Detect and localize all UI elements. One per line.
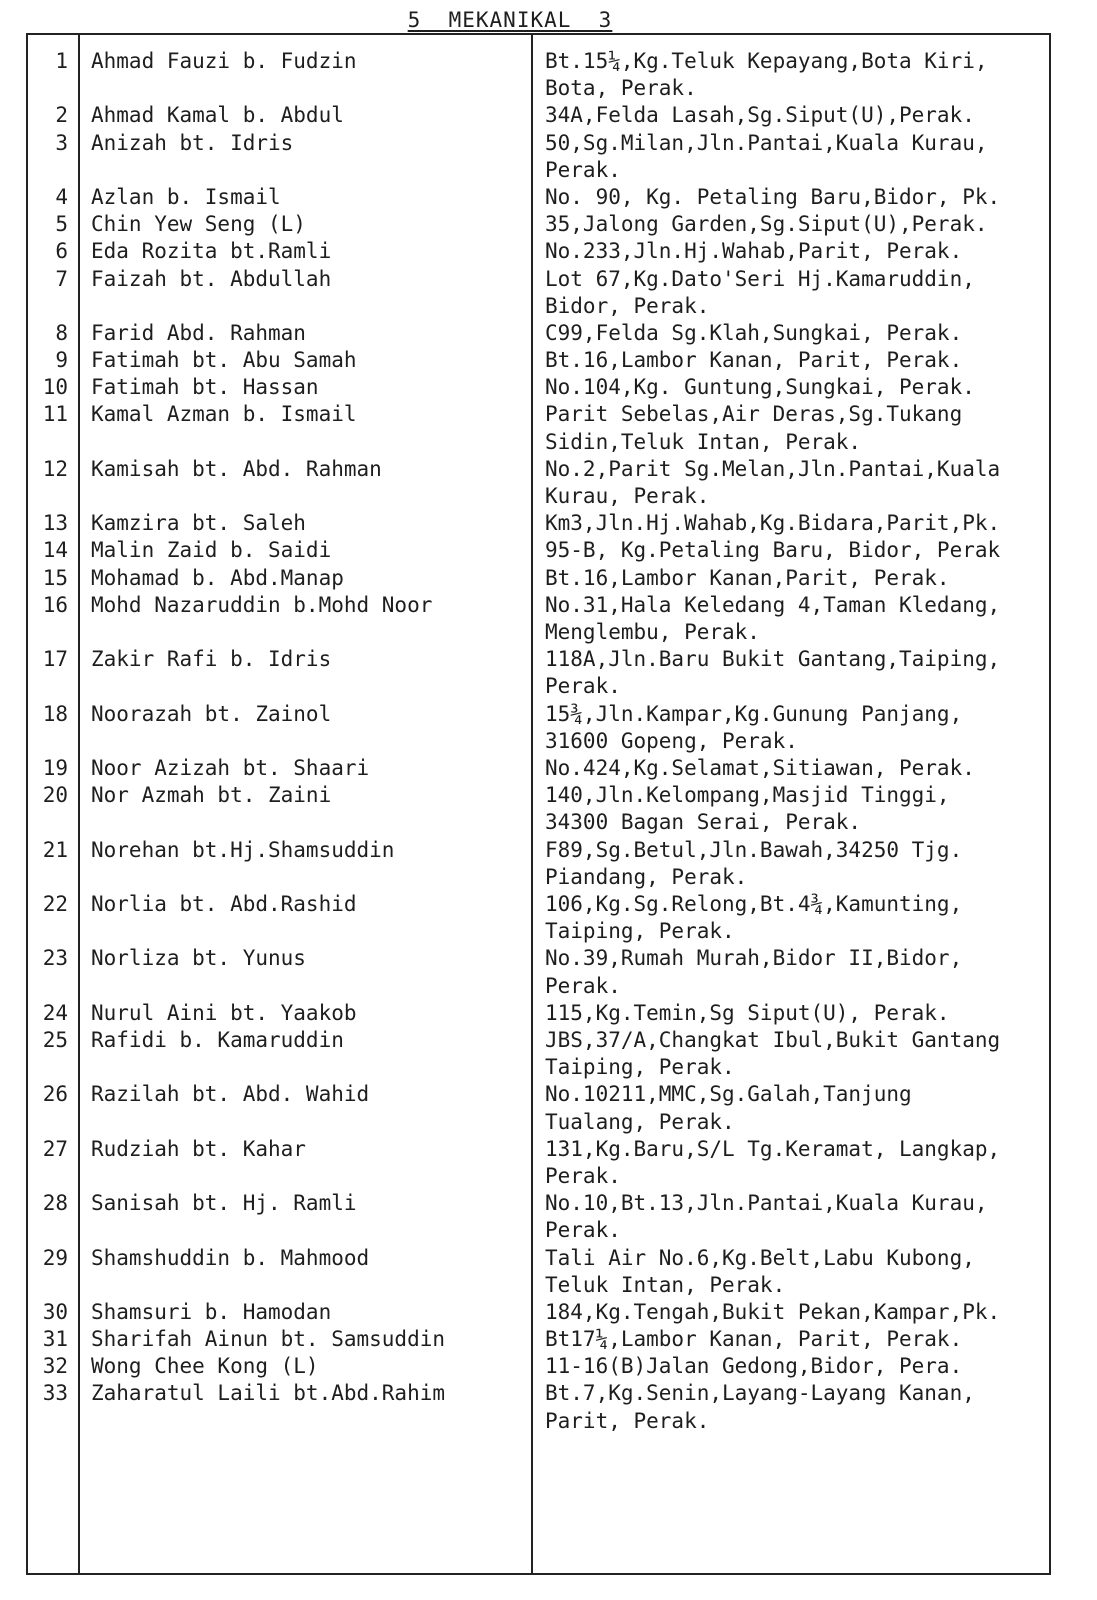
student-name: Nurul Aini bt. Yaakob — [91, 1000, 357, 1025]
row-number: 7 — [55, 266, 68, 291]
student-name: Kamzira bt. Saleh — [91, 511, 306, 536]
student-row — [0, 48, 1097, 102]
student-row — [0, 891, 1097, 945]
student-row — [0, 537, 1097, 564]
student-name: Shamshuddin b. Mahmood — [91, 1245, 370, 1270]
student-address — [545, 374, 1045, 401]
page-title-text: 5 MEKANIKAL 3 — [407, 8, 613, 32]
student-row — [0, 211, 1097, 238]
student-row — [0, 1380, 1097, 1434]
student-row — [0, 1353, 1097, 1380]
address-line: No.233,Jln.Hj.Wahab,Parit, Perak. — [545, 239, 963, 264]
student-name: Nor Azmah bt. Zaini — [91, 783, 332, 808]
student-name: Shamsuri b. Hamodan — [91, 1299, 332, 1324]
student-name: Mohamad b. Abd.Manap — [91, 565, 344, 590]
student-address — [545, 1081, 1045, 1135]
address-line: No.10,Bt.13,Jln.Pantai,Kuala Kurau, — [545, 1191, 988, 1216]
student-row — [0, 755, 1097, 782]
student-address — [545, 184, 1045, 211]
student-address — [545, 1027, 1045, 1081]
row-number: 5 — [55, 212, 68, 237]
student-address — [545, 266, 1045, 320]
row-number: 8 — [55, 320, 68, 345]
student-address — [545, 945, 1045, 999]
student-row — [0, 266, 1097, 320]
address-line: Bt.7,Kg.Senin,Layang-Layang Kanan, — [545, 1381, 975, 1406]
address-line: 115,Kg.Temin,Sg Siput(U), Perak. — [545, 1000, 950, 1025]
student-row — [0, 1027, 1097, 1081]
student-row — [0, 592, 1097, 646]
address-line: Parit, Perak. — [545, 1408, 710, 1433]
row-number: 23 — [42, 946, 68, 971]
student-name: Farid Abd. Rahman — [91, 320, 306, 345]
address-line: Perak. — [545, 157, 621, 182]
student-row — [0, 374, 1097, 401]
student-list — [0, 48, 1097, 1435]
address-line: No.31,Hala Keledang 4,Taman Kledang, — [545, 592, 1001, 617]
student-name: Ahmad Kamal b. Abdul — [91, 103, 344, 128]
student-row — [0, 102, 1097, 129]
student-row — [0, 184, 1097, 211]
address-line: Parit Sebelas,Air Deras,Sg.Tukang — [545, 402, 963, 427]
row-number: 3 — [55, 130, 68, 155]
student-name: Zaharatul Laili bt.Abd.Rahim — [91, 1381, 446, 1406]
address-line: Bt.16,Lambor Kanan,Parit, Perak. — [545, 565, 950, 590]
student-address — [545, 782, 1045, 836]
row-number: 15 — [42, 565, 68, 590]
address-line: No.2,Parit Sg.Melan,Jln.Pantai,Kuala — [545, 456, 1001, 481]
address-line: Perak. — [545, 1163, 621, 1188]
address-line: 11-16(B)Jalan Gedong,Bidor, Pera. — [545, 1354, 963, 1379]
address-line: No. 90, Kg. Petaling Baru,Bidor, Pk. — [545, 184, 1001, 209]
row-number: 33 — [42, 1381, 68, 1406]
student-row — [0, 1081, 1097, 1135]
student-row — [0, 1326, 1097, 1353]
student-address — [545, 1326, 1045, 1353]
student-address — [545, 592, 1045, 646]
row-number: 6 — [55, 239, 68, 264]
row-number: 1 — [55, 49, 68, 73]
row-number: 25 — [42, 1027, 68, 1052]
address-line: Lot 67,Kg.Dato'Seri Hj.Kamaruddin, — [545, 266, 975, 291]
address-line: Teluk Intan, Perak. — [545, 1272, 786, 1297]
student-address — [545, 238, 1045, 265]
student-name: Norehan bt.Hj.Shamsuddin — [91, 837, 395, 862]
student-name: Anizah bt. Idris — [91, 130, 294, 155]
student-address — [545, 211, 1045, 238]
address-line: 50,Sg.Milan,Jln.Pantai,Kuala Kurau, — [545, 130, 988, 155]
address-line: JBS,37/A,Changkat Ibul,Bukit Gantang — [545, 1027, 1001, 1052]
row-number: 13 — [42, 511, 68, 536]
student-row — [0, 565, 1097, 592]
student-address — [545, 537, 1045, 564]
student-address — [545, 891, 1045, 945]
student-name: Eda Rozita bt.Ramli — [91, 239, 332, 264]
row-number: 16 — [42, 592, 68, 617]
row-number: 30 — [42, 1299, 68, 1324]
student-name: Fatimah bt. Abu Samah — [91, 348, 357, 373]
student-address — [545, 1245, 1045, 1299]
address-line: 35,Jalong Garden,Sg.Siput(U),Perak. — [545, 212, 988, 237]
row-number: 11 — [42, 402, 68, 427]
row-number: 9 — [55, 348, 68, 373]
student-name: Faizah bt. Abdullah — [91, 266, 332, 291]
address-line: 34300 Bagan Serai, Perak. — [545, 810, 862, 835]
student-row — [0, 456, 1097, 510]
address-line: Perak. — [545, 973, 621, 998]
row-number: 21 — [42, 837, 68, 862]
address-line: 140,Jln.Kelompang,Masjid Tinggi, — [545, 783, 950, 808]
student-row — [0, 320, 1097, 347]
student-name: Razilah bt. Abd. Wahid — [91, 1082, 370, 1107]
address-line: 34A,Felda Lasah,Sg.Siput(U),Perak. — [545, 103, 975, 128]
student-address — [545, 1299, 1045, 1326]
student-name: Rafidi b. Kamaruddin — [91, 1027, 344, 1052]
student-row — [0, 347, 1097, 374]
row-number: 32 — [42, 1354, 68, 1379]
address-line: 106,Kg.Sg.Relong,Bt.4¾,Kamunting, — [545, 891, 963, 916]
student-name: Azlan b. Ismail — [91, 184, 281, 209]
address-line: No.104,Kg. Guntung,Sungkai, Perak. — [545, 375, 975, 400]
student-name: Sanisah bt. Hj. Ramli — [91, 1191, 357, 1216]
address-line: Km3,Jln.Hj.Wahab,Kg.Bidara,Parit,Pk. — [545, 511, 1001, 536]
address-line: Bt.15¼,Kg.Teluk Kepayang,Bota Kiri, — [545, 49, 988, 73]
student-name: Noor Azizah bt. Shaari — [91, 756, 370, 780]
row-number: 24 — [42, 1000, 68, 1025]
student-address — [545, 456, 1045, 510]
row-number: 17 — [42, 647, 68, 672]
row-number: 14 — [42, 538, 68, 563]
student-name: Fatimah bt. Hassan — [91, 375, 319, 400]
student-name: Norliza bt. Yunus — [91, 946, 306, 971]
student-address — [545, 1000, 1045, 1027]
student-name: Kamal Azman b. Ismail — [91, 402, 357, 427]
student-address — [545, 565, 1045, 592]
address-line: F89,Sg.Betul,Jln.Bawah,34250 Tjg. — [545, 837, 963, 862]
address-line: C99,Felda Sg.Klah,Sungkai, Perak. — [545, 320, 963, 345]
student-name: Norlia bt. Abd.Rashid — [91, 891, 357, 916]
student-name: Ahmad Fauzi b. Fudzin — [91, 49, 357, 73]
student-address — [545, 755, 1045, 782]
row-number: 29 — [42, 1245, 68, 1270]
address-line: No.39,Rumah Murah,Bidor II,Bidor, — [545, 946, 963, 971]
student-address — [545, 48, 1045, 102]
address-line: Bota, Perak. — [545, 76, 697, 101]
row-number: 26 — [42, 1082, 68, 1107]
student-name: Mohd Nazaruddin b.Mohd Noor — [91, 592, 433, 617]
student-row — [0, 945, 1097, 999]
row-number: 20 — [42, 783, 68, 808]
address-line: 131,Kg.Baru,S/L Tg.Keramat, Langkap, — [545, 1136, 1001, 1161]
address-line: 31600 Gopeng, Perak. — [545, 728, 798, 753]
address-line: Menglembu, Perak. — [545, 620, 760, 645]
student-name: Kamisah bt. Abd. Rahman — [91, 456, 382, 481]
student-row — [0, 782, 1097, 836]
student-address — [545, 701, 1045, 755]
address-line: Bt.16,Lambor Kanan, Parit, Perak. — [545, 348, 963, 373]
address-line: Perak. — [545, 674, 621, 699]
row-number: 22 — [42, 891, 68, 916]
student-name: Noorazah bt. Zainol — [91, 701, 332, 726]
address-line: Kurau, Perak. — [545, 484, 710, 509]
address-line: Taiping, Perak. — [545, 919, 735, 944]
student-address — [545, 510, 1045, 537]
address-line: Bt17¼,Lambor Kanan, Parit, Perak. — [545, 1327, 963, 1352]
student-name: Sharifah Ainun bt. Samsuddin — [91, 1327, 446, 1352]
student-row — [0, 238, 1097, 265]
address-line: Tualang, Perak. — [545, 1109, 735, 1134]
student-address — [545, 130, 1045, 184]
address-line: No.10211,MMC,Sg.Galah,Tanjung — [545, 1082, 912, 1107]
address-line: Bidor, Perak. — [545, 293, 710, 318]
student-address — [545, 837, 1045, 891]
student-name: Chin Yew Seng (L) — [91, 212, 306, 237]
row-number: 28 — [42, 1191, 68, 1216]
row-number: 31 — [42, 1327, 68, 1352]
address-line: No.424,Kg.Selamat,Sitiawan, Perak. — [545, 756, 975, 780]
row-number: 12 — [42, 456, 68, 481]
student-address — [545, 401, 1045, 455]
address-line: Tali Air No.6,Kg.Belt,Labu Kubong, — [545, 1245, 975, 1270]
page-title — [0, 8, 1020, 32]
row-number: 2 — [55, 103, 68, 128]
student-name: Zakir Rafi b. Idris — [91, 647, 332, 672]
student-row — [0, 837, 1097, 891]
row-number: 27 — [42, 1136, 68, 1161]
address-line: Taiping, Perak. — [545, 1055, 735, 1080]
student-row — [0, 1190, 1097, 1244]
student-row — [0, 510, 1097, 537]
student-name: Wong Chee Kong (L) — [91, 1354, 319, 1379]
address-line: Perak. — [545, 1218, 621, 1243]
student-row — [0, 646, 1097, 700]
student-address — [545, 347, 1045, 374]
row-number: 4 — [55, 184, 68, 209]
student-name: Malin Zaid b. Saidi — [91, 538, 332, 563]
address-line: Piandang, Perak. — [545, 864, 748, 889]
student-row — [0, 401, 1097, 455]
student-address — [545, 1380, 1045, 1434]
student-address — [545, 646, 1045, 700]
address-line: 118A,Jln.Baru Bukit Gantang,Taiping, — [545, 647, 1001, 672]
student-address — [545, 320, 1045, 347]
address-line: 15¾,Jln.Kampar,Kg.Gunung Panjang, — [545, 701, 963, 726]
address-line: 95-B, Kg.Petaling Baru, Bidor, Perak — [545, 538, 1001, 563]
student-row — [0, 701, 1097, 755]
address-line: Sidin,Teluk Intan, Perak. — [545, 429, 862, 454]
student-row — [0, 1000, 1097, 1027]
student-name: Rudziah bt. Kahar — [91, 1136, 306, 1161]
student-row — [0, 130, 1097, 184]
student-address — [545, 1136, 1045, 1190]
student-address — [545, 102, 1045, 129]
row-number: 18 — [42, 701, 68, 726]
student-row — [0, 1136, 1097, 1190]
student-address — [545, 1190, 1045, 1244]
row-number: 10 — [42, 375, 68, 400]
address-line: 184,Kg.Tengah,Bukit Pekan,Kampar,Pk. — [545, 1299, 1001, 1324]
student-address — [545, 1353, 1045, 1380]
row-number: 19 — [42, 756, 68, 780]
student-row — [0, 1299, 1097, 1326]
student-row — [0, 1245, 1097, 1299]
